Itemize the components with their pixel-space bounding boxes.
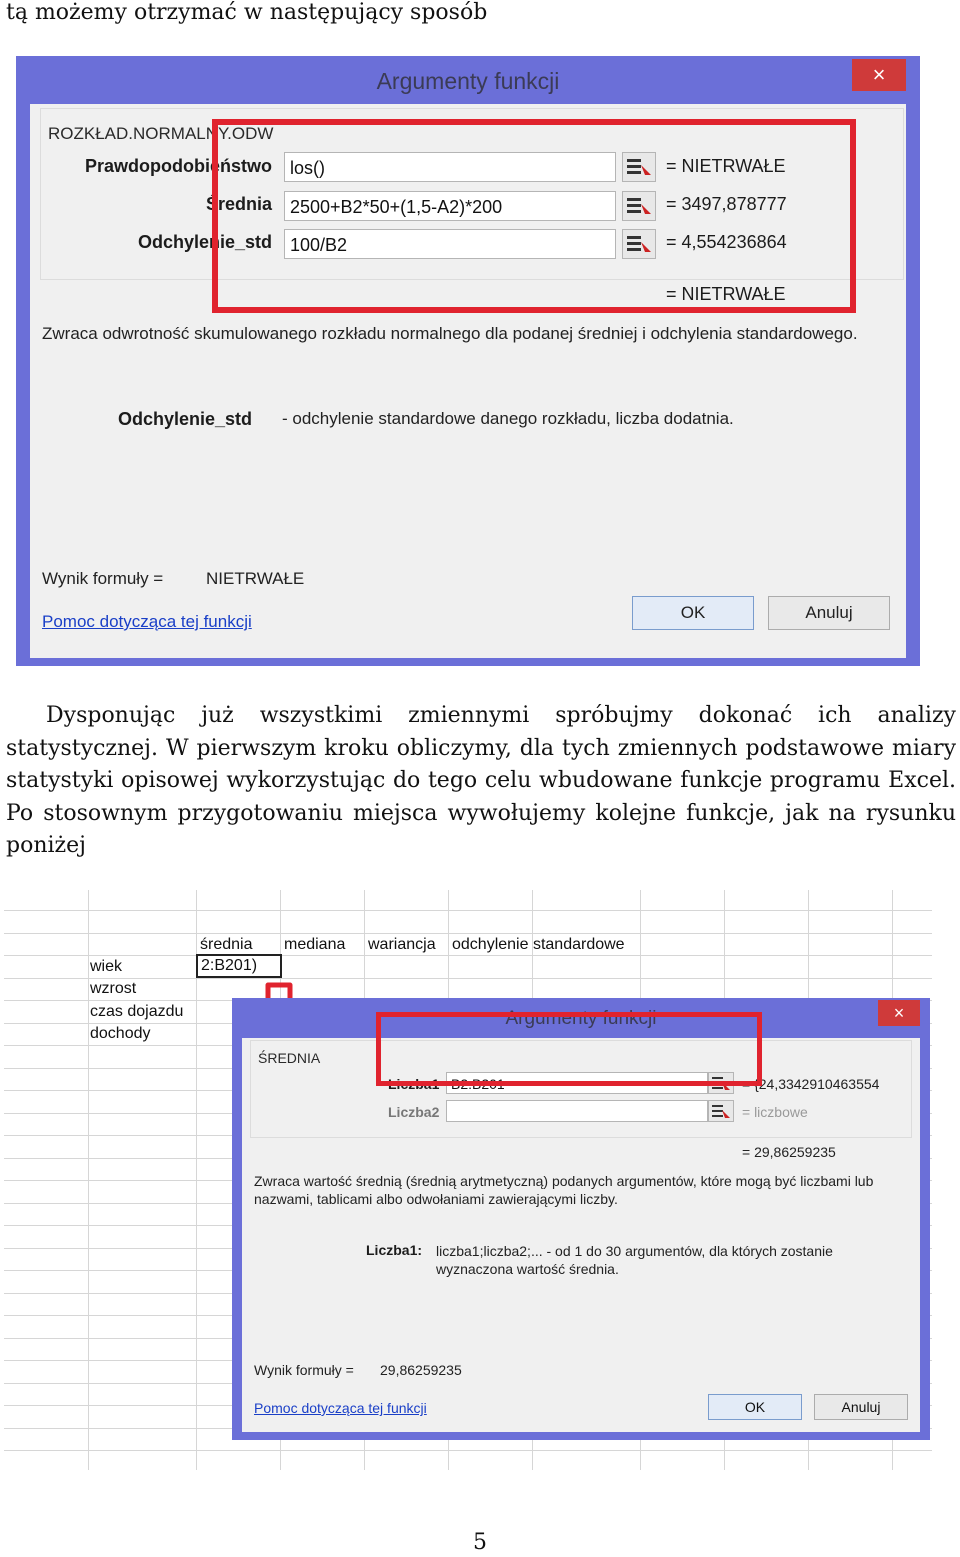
page-number: 5 bbox=[473, 1530, 487, 1555]
active-cell[interactable]: 2:B201) bbox=[196, 954, 282, 978]
dialog-body bbox=[242, 1038, 920, 1432]
arg-label-stddev: Odchylenie_std bbox=[137, 232, 272, 252]
row-label-income[interactable]: dochody bbox=[90, 1025, 151, 1042]
paragraph-text: Dysponując już wszystkimi zmiennymi spróbujmy dokonać ich analizy statystycznej. W pierwszym kroku obliczymy, dla tych zmiennych podstawowe miary statystyki opisowej wykorzystując do tego celu wbudowane funkcje programu Excel. Po stosownym przygotowaniu miejsca wywołujemy kolejne funkcje, jak na rysunku poniżej bbox=[6, 703, 956, 858]
row-label-age[interactable]: wiek bbox=[90, 958, 123, 975]
function-name: ROZKŁAD.NORMALNY.ODW bbox=[48, 124, 274, 143]
arg-result-number1: = {24,3342910463554 bbox=[742, 1076, 880, 1092]
arg-result-probability: = NIETRWAŁE bbox=[666, 156, 786, 176]
arg-help-text: liczba1;liczba2;... - od 1 do 30 argumentów, dla których zostanie wyznaczona wartość średnia. bbox=[436, 1243, 833, 1277]
arg-input-probability[interactable]: los() bbox=[284, 152, 616, 182]
cancel-button[interactable]: Anuluj bbox=[768, 596, 890, 630]
function-arguments-dialog-2 bbox=[232, 998, 930, 1440]
arg-label-mean: Średnia bbox=[205, 194, 272, 214]
function-name: ŚREDNIA bbox=[258, 1050, 321, 1066]
formula-total-result: = NIETRWAŁE bbox=[666, 284, 786, 304]
header-variance[interactable]: wariancja bbox=[368, 936, 436, 953]
result-value: NIETRWAŁE bbox=[206, 569, 305, 588]
header-median[interactable]: mediana bbox=[284, 936, 346, 953]
arg-help-name: Odchylenie_std bbox=[118, 409, 253, 429]
arg-input-stddev[interactable]: 100/B2 bbox=[284, 229, 616, 259]
range-select-icon bbox=[709, 1101, 733, 1121]
body-paragraph bbox=[6, 700, 956, 863]
arg-label-number1: Liczba1 bbox=[388, 1076, 440, 1092]
result-value: 29,86259235 bbox=[380, 1362, 462, 1378]
collapse-dialog-button[interactable] bbox=[708, 1100, 734, 1122]
row-label-commute[interactable]: czas dojazdu bbox=[90, 1003, 184, 1020]
arg-help-text: - odchylenie standardowe danego rozkładu, liczba dodatnia. bbox=[282, 409, 734, 428]
arg-help-name: Liczba1: bbox=[366, 1242, 423, 1258]
dialog-title: Argumenty funkcji bbox=[505, 1008, 657, 1029]
ok-button[interactable]: OK bbox=[708, 1394, 802, 1420]
dialog-title: Argumenty funkcji bbox=[376, 68, 560, 94]
help-link[interactable]: Pomoc dotycząca tej funkcji bbox=[42, 612, 252, 631]
close-button[interactable]: × bbox=[852, 59, 906, 91]
result-label: Wynik formuły = bbox=[254, 1362, 354, 1378]
arg-result-number2: = liczbowe bbox=[742, 1104, 808, 1120]
arg-input-number2[interactable] bbox=[446, 1100, 708, 1122]
formula-total-result: = 29,86259235 bbox=[742, 1144, 836, 1160]
close-button[interactable]: × bbox=[878, 1000, 920, 1026]
function-description: Zwraca odwrotność skumulowanego rozkładu normalnego dla podanej średniej i odchylenia standardowego. bbox=[42, 324, 858, 343]
function-arguments-dialog bbox=[16, 56, 920, 666]
header-mean[interactable]: średnia bbox=[200, 936, 253, 953]
arg-label-probability: Prawdopodobieństwo bbox=[85, 156, 272, 176]
cancel-button[interactable]: Anuluj bbox=[814, 1394, 908, 1420]
arg-result-stddev: = 4,554236864 bbox=[666, 232, 787, 252]
red-highlight-frame bbox=[376, 1012, 762, 1086]
result-label: Wynik formuły = bbox=[42, 569, 164, 588]
help-link[interactable]: Pomoc dotycząca tej funkcji bbox=[254, 1400, 427, 1416]
arg-label-number2: Liczba2 bbox=[388, 1104, 440, 1120]
arg-input-number1[interactable]: B2:B201 bbox=[446, 1072, 708, 1094]
ok-button[interactable]: OK bbox=[632, 596, 754, 630]
row-label-height[interactable]: wzrost bbox=[90, 980, 137, 997]
header-stddev[interactable]: odchylenie standardowe bbox=[452, 936, 625, 953]
intro-text: tą możemy otrzymać w następujący sposób bbox=[6, 0, 488, 25]
function-description: Zwraca wartość średnią (średnią arytmetyczną) podanych argumentów, które mogą być liczbami lub nazwami, tablicami albo odwołaniami zawierającymi liczby. bbox=[254, 1173, 874, 1207]
arg-result-mean: = 3497,878777 bbox=[666, 194, 787, 214]
red-highlight-frame bbox=[212, 119, 856, 313]
arg-input-mean[interactable]: 2500+B2*50+(1,5-A2)*200 bbox=[284, 191, 616, 221]
